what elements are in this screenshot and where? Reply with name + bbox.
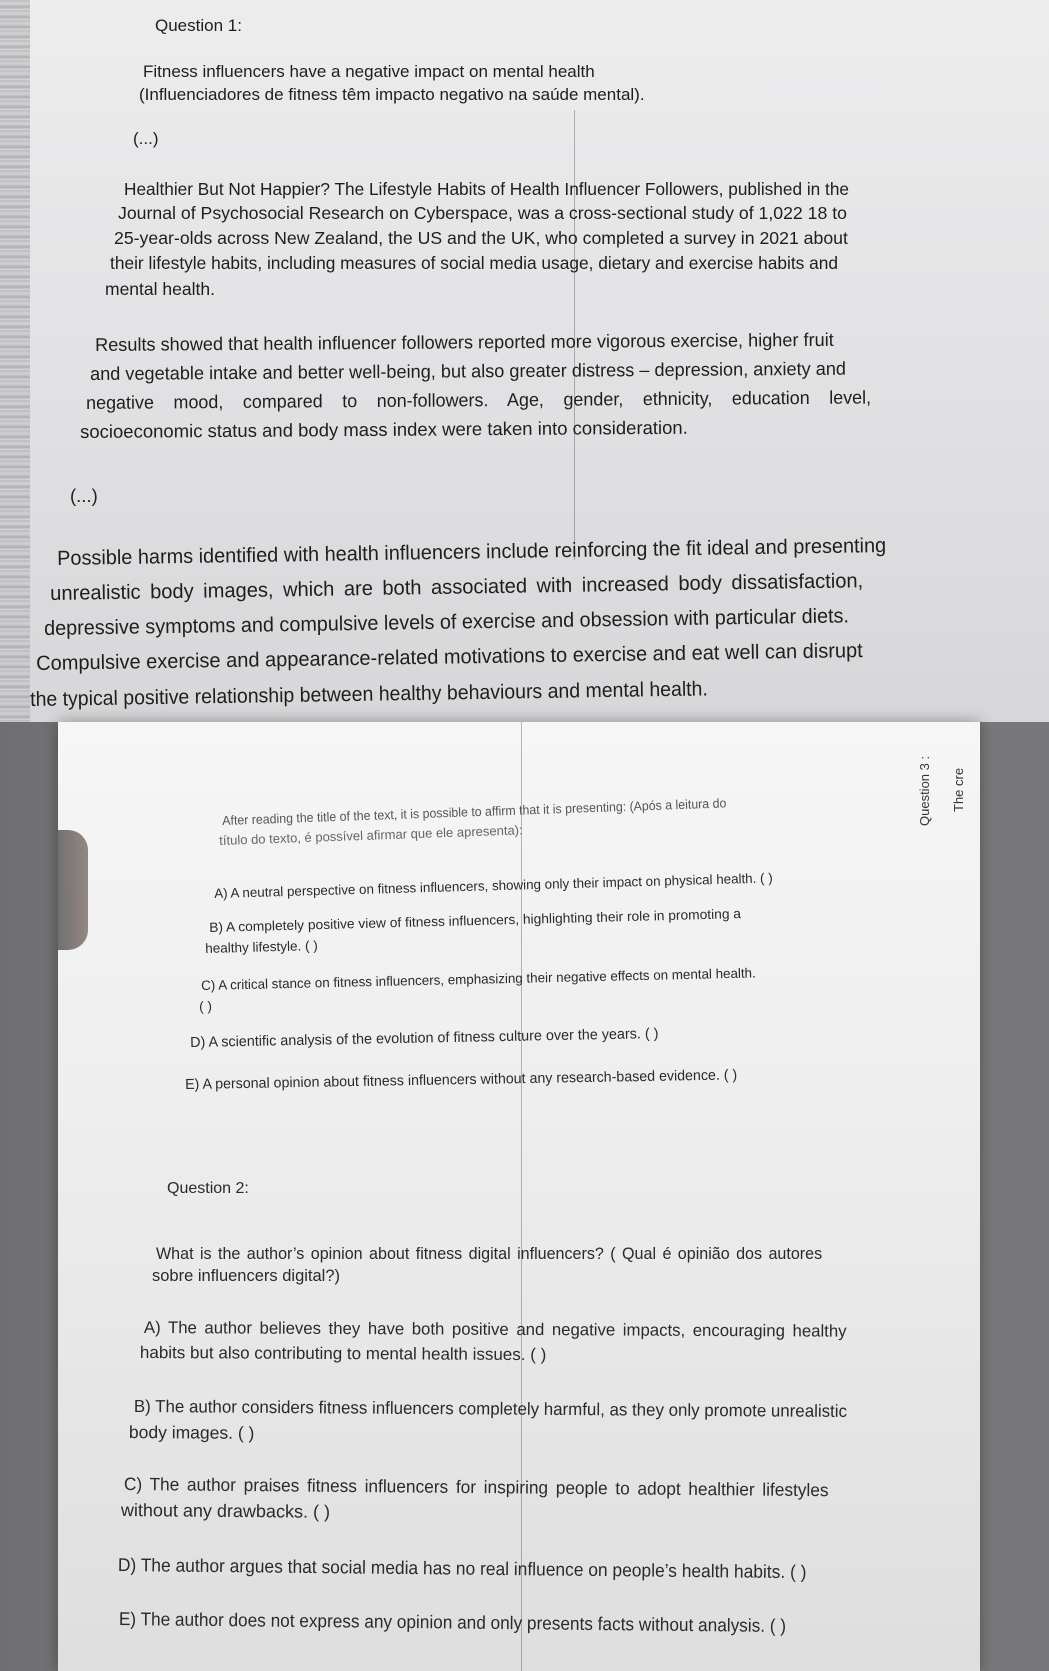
question-1-option-c: C) A critical stance on fitness influencers, emphasizing their negative effects on mental health. xyxy=(201,965,756,993)
question-2-option-b: B) The author considers fitness influencers completely harmful, as they only promote unrealistic xyxy=(133,1396,848,1421)
text-page xyxy=(0,0,1049,722)
side-label-question-3: Question 3 : xyxy=(917,755,932,826)
paragraph-3-line: Possible harms identified with health influencers include reinforcing the fit ideal and presenting xyxy=(57,533,887,570)
paragraph-1-line: mental health. xyxy=(105,279,215,299)
ellipsis-2: (...) xyxy=(70,485,98,506)
text-title: Fitness influencers have a negative impact on mental health xyxy=(143,62,595,81)
paragraph-1-line: Healthier But Not Happier? The Lifestyle Habits of Health Influencer Followers, published in the xyxy=(124,179,850,199)
question-2-option-e: E) The author does not express any opinion and only presents facts without analysis. ( ) xyxy=(118,1608,787,1636)
question-2-option-c: C) The author praises fitness influencers for inspiring people to adopt healthier lifestyles xyxy=(123,1474,829,1501)
paragraph-3-line: depressive symptoms and compulsive levels of exercise and obsession with particular diets. xyxy=(44,604,850,640)
side-label-cut-off: The cre xyxy=(951,767,966,812)
question-2-prompt-line: sobre influencers digital?) xyxy=(152,1267,341,1285)
text-title-translation: (Influenciadores de fitness têm impacto negativo na saúde mental). xyxy=(139,85,645,104)
page-binding-edge xyxy=(0,0,30,722)
question-1-prompt-line: After reading the title of the text, it is possible to affirm that it is presenting: (Após a leitura do xyxy=(222,795,727,828)
question-2-option-d: D) The author argues that social media has no real influence on people’s health habits. ( ) xyxy=(117,1554,807,1583)
paragraph-3-line: unrealistic body images, which are both associated with increased body dissatisfaction, xyxy=(50,569,864,605)
question-1-label: Question 1: xyxy=(155,16,242,35)
question-1-option-e: E) A personal opinion about fitness influencers without any research-based evidence. ( ) xyxy=(185,1067,738,1093)
paragraph-2-line: negative mood, compared to non-followers. Age, gender, ethnicity, education level, xyxy=(86,386,872,413)
ellipsis-1: (...) xyxy=(133,129,159,148)
paragraph-1-line: Journal of Psychosocial Research on Cyberspace, was a cross-sectional study of 1,022 18 to xyxy=(118,203,847,223)
paragraph-3-line: the typical positive relationship between healthy behaviours and mental health. xyxy=(30,677,709,711)
question-2-option-a: A) The author believes they have both positive and negative impacts, encouraging healthy xyxy=(143,1318,847,1341)
paragraph-3-line: Compulsive exercise and appearance-related motivations to exercise and eat well can disrupt xyxy=(36,639,863,675)
paragraph-2-line: and vegetable intake and better well-being, but also greater distress – depression, anxiety and xyxy=(90,357,847,384)
paragraph-2-line: Results showed that health influencer followers reported more vigorous exercise, higher fruit xyxy=(95,328,834,355)
page-fold-2 xyxy=(521,722,522,1671)
question-1-option-a: A) A neutral perspective on fitness influencers, showing only their impact on physical health. ( ) xyxy=(214,870,773,901)
question-1-option-b-cont: healthy lifestyle. ( ) xyxy=(205,938,318,956)
question-1-option-b: B) A completely positive view of fitness influencers, highlighting their role in promoting a xyxy=(209,906,742,935)
question-1-option-d: D) A scientific analysis of the evolution of fitness culture over the years. ( ) xyxy=(190,1026,659,1051)
question-2-prompt-line: What is the author’s opinion about fitness digital influencers? ( Qual é opinião dos autores xyxy=(156,1245,823,1263)
paragraph-1-line: their lifestyle habits, including measures of social media usage, dietary and exercise habits and xyxy=(110,253,839,273)
question-2-option-b-cont: body images. ( ) xyxy=(128,1422,255,1443)
paragraph-1-line: 25-year-olds across New Zealand, the US and the UK, who completed a survey in 2021 about xyxy=(114,228,848,248)
question-2-option-c-cont: without any drawbacks. ( ) xyxy=(120,1500,331,1522)
paragraph-2-line: socioeconomic status and body mass index were taken into consideration. xyxy=(80,416,688,442)
question-2-label: Question 2: xyxy=(167,1180,249,1197)
question-2-option-a-cont: habits but also contributing to mental health issues. ( ) xyxy=(139,1343,547,1365)
question-1-option-c-cont: ( ) xyxy=(199,998,213,1014)
question-1-prompt-line: título do texto, é possível afirmar que ele apresenta): xyxy=(219,822,523,848)
finger-holding-page xyxy=(58,830,88,950)
